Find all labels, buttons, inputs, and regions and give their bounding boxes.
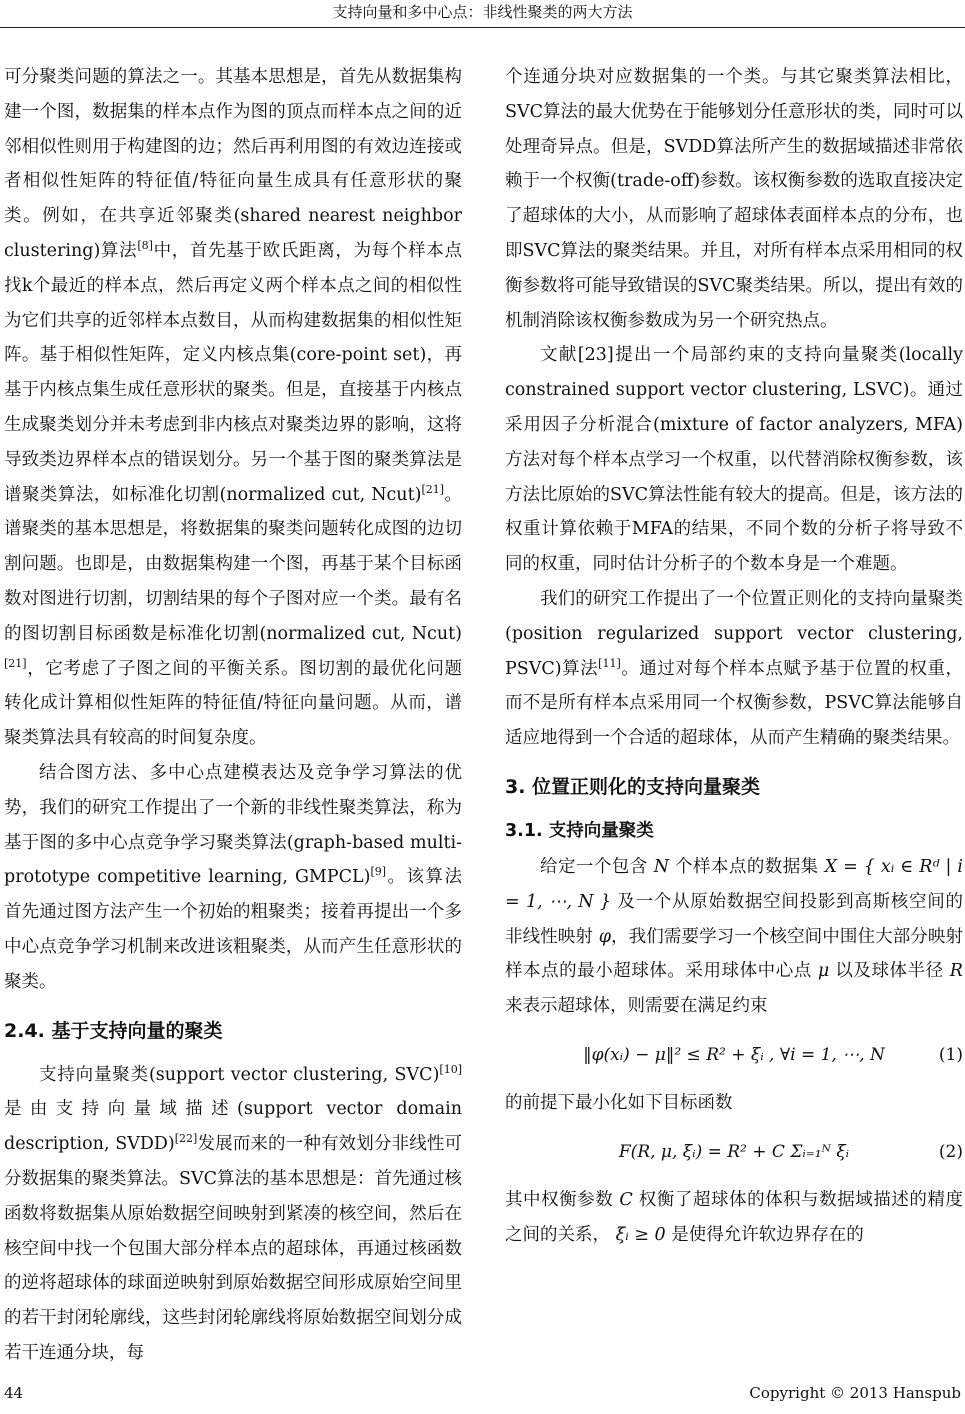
math-symbol: R — [949, 961, 963, 982]
text: 我们的研究工作提出了一个位置正则化的支持向量聚类(position regularized support vector clustering, PSVC)算法 — [505, 588, 963, 679]
text: 支持向量聚类(support vector clustering, SVC) — [39, 1064, 440, 1085]
running-title: 支持向量和多中心点：非线性聚类的两大方法 — [332, 3, 633, 21]
paragraph — [505, 582, 963, 756]
text: 权衡了超球体的体积与数据域描述的精度之间的关系， — [505, 1189, 963, 1245]
subsection-heading: 3.1. 支持向量聚类 — [505, 820, 654, 841]
paragraph: 个连通分块对应数据集的一个类。与其它聚类算法相比，SVC算法的最大优势在于能够划分任意形状的类，同时可以处理奇异点。但是，SVDD算法所产生的数据域描述非常依赖于一个权衡(trade-off)参数。该权衡参数的选取直接决定了超球体的大小，从而影响了超球体表面样本点的分布，也即SVC算法的聚类结果。并且，对所有样本点采用相同的权衡参数将可能导致错误的SVC聚类结果。所以，提出有效的机制消除该权衡参数成为另一个研究热点。 — [505, 67, 964, 331]
paragraph — [505, 1183, 963, 1253]
citation[interactable]: [10] — [439, 1062, 462, 1076]
right-column — [505, 60, 963, 1252]
citation[interactable]: [11] — [598, 656, 621, 670]
math-symbol: φ — [598, 926, 611, 947]
paragraph — [4, 1058, 462, 1371]
citation[interactable]: [9] — [370, 865, 387, 879]
text: 来表示超球体，则需要在满足约束 — [505, 996, 768, 1017]
text: 。通过对每个样本点赋予基于位置的权重，而不是所有样本点采用同一个权衡参数，PSVC算法能够自适应地得到一个合适的超球体，从而产生精确的聚类结果。 — [505, 658, 964, 749]
page-number: 44 — [4, 1384, 24, 1402]
equation-1 — [505, 1024, 963, 1086]
left-column — [4, 60, 462, 1371]
equation-number: (2) — [938, 1141, 963, 1162]
text: 。谱聚类的基本思想是，将数据集的聚类问题转化成图的边切割问题。也即是，由数据集构建一个图，再基于某个目标函数对图进行切割，切割结果的每个子图对应一个类。最有名的图切割目标函数是标准化切割(normalized cut, Ncut) — [4, 484, 463, 644]
copyright: Copyright © 2013 Hanspub — [749, 1384, 961, 1402]
math-symbol: μ — [817, 961, 830, 982]
math-symbol: N — [653, 856, 670, 877]
citation[interactable]: [21] — [4, 656, 27, 670]
text: 。该算法首先通过图方法产生一个初始的粗聚类；接着再提出一个多中心点竞争学习机制来改进该粗聚类，从而产生任意形状的聚类。 — [4, 867, 463, 992]
paragraph — [4, 756, 462, 1000]
header-rule — [0, 27, 965, 28]
equation-2 — [505, 1121, 963, 1183]
citation[interactable]: [22] — [174, 1132, 198, 1146]
math-expression: ξᵢ ≥ 0 — [615, 1224, 666, 1245]
section-heading: 2.4. 基于支持向量的聚类 — [4, 1019, 223, 1042]
text: 其中权衡参数 — [505, 1189, 614, 1210]
text: ，它考虑了子图之间的平衡关系。图切割的最优化问题转化成计算相似性矩阵的特征值/特征向量问题。从而，谱聚类算法具有较高的时间复杂度。 — [4, 658, 462, 749]
paragraph — [505, 850, 963, 1024]
equation-body: ‖φ(xᵢ) − μ‖² ≤ R² + ξᵢ , ∀i = 1, ⋯, N — [583, 1044, 885, 1065]
equation-body: F(R, μ, ξᵢ) = R² + C Σᵢ₌₁ᴺ ξᵢ — [618, 1141, 850, 1162]
paragraph — [4, 60, 462, 756]
text: 个样本点的数据集 — [675, 856, 819, 877]
text: 结合图方法、多中心点建模表达及竞争学习算法的优势，我们的研究工作提出了一个新的非线性聚类算法，称为基于图的多中心点竞争学习聚类算法(graph-based multi-prototype competitive learning, GMPCL) — [4, 762, 462, 888]
text: 中，首先基于欧氏距离，为每个样本点找k个最近的样本点，然后再定义两个样本点之间的相似性为它们共享的近邻样本点数目，从而构建数据集的相似性矩阵。基于相似性矩阵，定义内核点集(core-point set)，再基于内核点集生成任意形状的聚类。但是，直接基于内核点生成聚类划分并未考虑到非内核点对聚类边界的影响，这将导致类边界样本点的错误划分。另一个基于图的聚类算法是谱聚类算法，如标准化切割(normalized cut, Ncut) — [4, 240, 462, 505]
text: 以及球体半径 — [835, 961, 944, 982]
citation[interactable]: [8] — [137, 239, 153, 253]
text: 发展而来的一种有效划分非线性可分数据集的聚类算法。SVC算法的基本思想是：首先通过核函数将数据集从原始数据空间映射到紧凑的核空间，然后在核空间中找一个包围大部分样本点的超球体，再通过核函数的逆将超球体的球面逆映射到原始数据空间形成原始空间里的若干封闭轮廓线，这些封闭轮廓线将原始数据空间划分成若干连通分块，每 — [4, 1134, 463, 1363]
text: 给定一个包含 — [540, 856, 648, 877]
text: ，我们需要学习一个核空间中围住大部分映射样本点的最小超球体。采用球体中心点 — [505, 926, 963, 982]
text: 是由支持向量域描述(support vector domain description, SVDD) — [4, 1099, 462, 1155]
math-expression: X = { xᵢ ∈ Rᵈ | i = 1, ⋯, N } — [505, 856, 963, 912]
text: 是使得允许软边界存在的 — [671, 1224, 864, 1245]
paragraph — [505, 338, 963, 582]
equation-number: (1) — [938, 1044, 963, 1065]
section-heading: 3. 位置正则化的支持向量聚类 — [505, 775, 761, 798]
paragraph: 的前提下最小化如下目标函数 — [505, 1092, 733, 1113]
text: 及一个从原始数据空间投影到高斯核空间的非线性映射 — [505, 891, 963, 947]
text: 可分聚类问题的算法之一。其基本思想是，首先从数据集构建一个图，数据集的样本点作为图的顶点而样本点之间的近邻相似性则用于构建图的边；然后再利用图的有效边连接或者相似性矩阵的特征值/特征向量生成具有任意形状的聚类。例如，在共享近邻聚类(shared nearest neighbor clustering)算法 — [4, 67, 462, 261]
text: 文献[23]提出一个局部约束的支持向量聚类(locally constrained support vector clustering, LSVC)。通过采用因子分析混合(mixture of factor analyzers, MFA)方法对每个样本点学习一个权重，以代替消除权衡参数，该方法比原始的SVC算法性能有较大的提高。但是，该方法的权重计算依赖于MFA的结果，不同个数的分析子将导致不同的权重，同时估计分析子的个数本身是一个难题。 — [505, 345, 964, 575]
citation[interactable]: [21] — [421, 482, 445, 496]
math-symbol: C — [619, 1189, 633, 1210]
